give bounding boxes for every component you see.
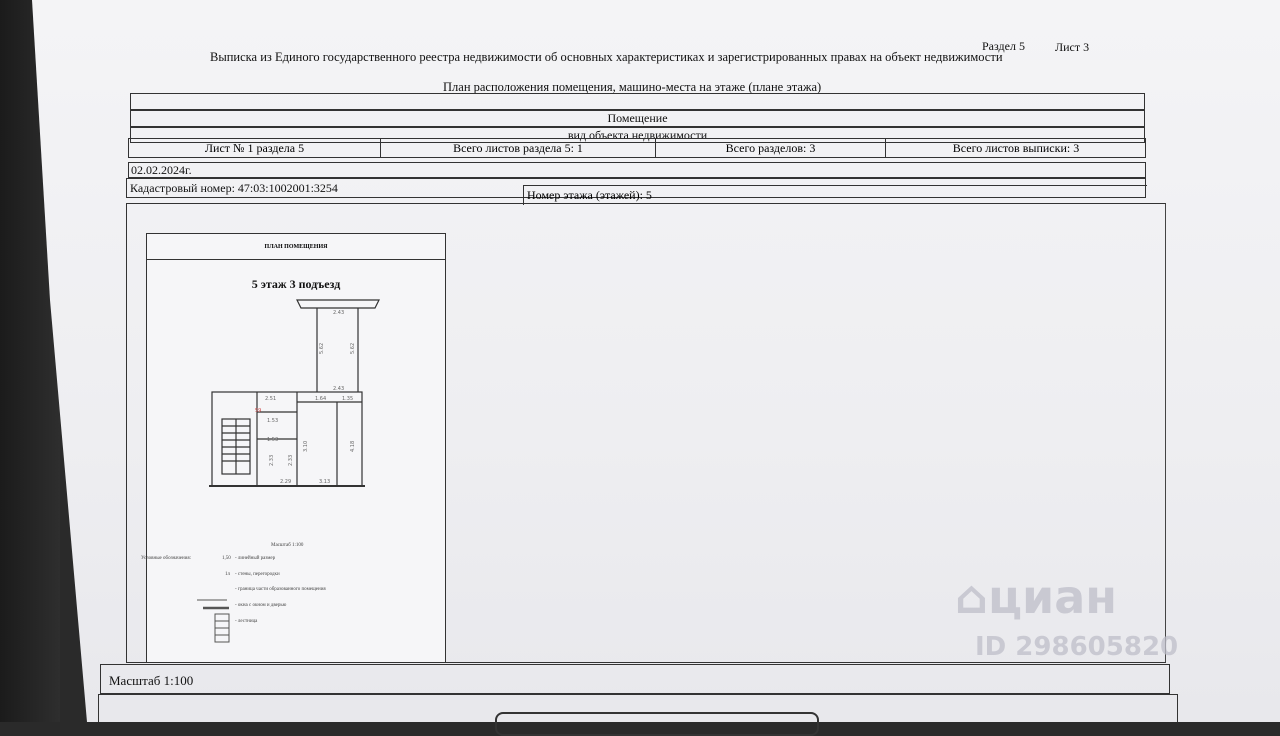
object-type: Помещение [607,111,668,125]
cian-logo-icon: ⌂ [955,570,988,624]
total-sections: Всего разделов: 3 [655,139,885,157]
legend-text-3: - граница части образованного помещения [235,587,326,592]
svg-text:1.53: 1.53 [267,418,279,424]
svg-text:4.18: 4.18 [350,440,356,452]
legend-sym-2: 1л [225,572,230,577]
svg-text:3.10: 3.10 [303,440,309,452]
svg-text:2.29: 2.29 [280,479,292,485]
total-sheets-extract: Всего листов выписки: 3 [885,139,1146,157]
svg-text:5.62: 5.62 [319,342,325,354]
svg-text:2.43: 2.43 [333,386,345,392]
total-sheets-section: Всего листов раздела 5: 1 [380,139,655,157]
legend-text-1: - линейный размер [235,556,276,561]
svg-text:2.43: 2.43 [333,310,345,316]
floor-plan-drawing [147,234,447,664]
svg-text:1.35: 1.35 [342,396,354,402]
cadastral-number: Кадастровый номер: 47:03:1002001:3254 [130,181,338,195]
legend-sym-1: 1,50 [222,556,231,561]
cadastral-row [126,178,1146,202]
extract-date: 02.02.2024г. [131,163,192,177]
document-title: Выписка из Единого государственного реестра недвижимости об основных характеристиках и зарегистрированных правах на объект недвижимости [210,50,1003,64]
footer-row [100,664,1170,694]
date-row [128,162,1146,178]
legend-title: Условные обозначения: [141,556,192,561]
svg-text:2.33: 2.33 [288,454,294,466]
section-label: Раздел 5 [982,39,1025,53]
watermark-brand: ⌂циан [955,570,1118,624]
svg-text:1.64: 1.64 [315,396,327,402]
svg-text:1.53: 1.53 [267,437,279,443]
sheet-number: Лист № 1 раздела 5 [128,139,380,157]
svg-text:2.33: 2.33 [269,454,275,466]
plan-header: ПЛАН ПОМЕЩЕНИЯ [147,234,445,260]
sheet-info-row [128,138,1146,158]
svg-text:5.62: 5.62 [350,342,356,354]
svg-text:59: 59 [255,408,262,414]
legend-text-4: - окна с окном и дверью [235,603,287,608]
watermark-id: ID 298605820 [975,632,1179,662]
object-type-row [130,110,1145,127]
sheet-label: Лист 3 [1055,40,1090,54]
legend-text-5: - лестница [235,619,258,624]
legend-text-2: - стены, перегородки [235,572,280,577]
floor-number: Номер этажа (этажей): 5 [523,185,1147,205]
plan-scale-note: Масштаб 1:100 [271,543,304,548]
plan-title: 5 этаж 3 подъезд [251,277,341,291]
object-kind: вид объекта недвижимости [567,128,708,142]
svg-text:2.51: 2.51 [265,396,277,402]
footer-scale: Масштаб 1:100 [109,673,194,688]
table-top-row [130,93,1145,110]
bottom-tab [495,712,819,736]
svg-text:3.13: 3.13 [319,479,331,485]
document-subtitle: План расположения помещения, машино-места на этаже (плане этажа) [443,80,822,94]
plan-sheet [141,233,446,663]
